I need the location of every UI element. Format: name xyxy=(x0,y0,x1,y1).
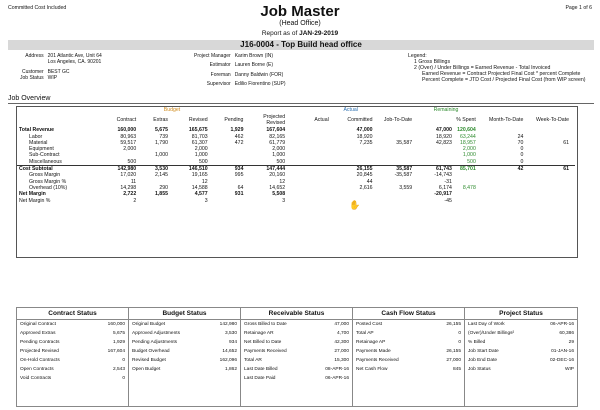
status-value: 845 xyxy=(452,367,461,372)
estimator-label: Estimator xyxy=(209,62,231,69)
table-cell: 146,510 xyxy=(170,166,210,173)
status-row xyxy=(353,365,464,374)
table-cell: 18,920 xyxy=(435,133,452,140)
table-cell: 120,604 xyxy=(457,127,476,134)
table-cell: 61 xyxy=(563,139,569,146)
status-row xyxy=(17,365,128,374)
status-value: 42,300 xyxy=(334,340,349,345)
status-row xyxy=(353,329,464,338)
table-cell: 42 xyxy=(478,166,526,173)
status-value: 02-DEC-16 xyxy=(550,358,574,363)
status-label: Total AR xyxy=(244,358,262,363)
table-cell: 81,703 xyxy=(191,133,208,140)
status-row xyxy=(129,329,240,338)
col-projected-revised: Projected Revised xyxy=(263,114,286,127)
table-cell: 6,174 xyxy=(438,184,452,191)
status-row xyxy=(465,347,577,356)
status-row xyxy=(129,347,240,356)
status-label: Payments Made xyxy=(356,349,391,354)
job-overview-table xyxy=(17,107,575,204)
table-cell: 500 xyxy=(467,158,476,165)
table-cell: 61,779 xyxy=(269,139,286,146)
table-cell: 12 xyxy=(279,178,286,185)
table-cell xyxy=(138,159,170,166)
table-cell xyxy=(525,198,571,204)
table-cell: 931 xyxy=(234,191,244,198)
status-row xyxy=(129,356,240,365)
status-value: 01-JAN-16 xyxy=(551,349,574,354)
spacer-cell xyxy=(287,166,331,173)
table-cell: 0 xyxy=(520,158,524,165)
job-people-block xyxy=(192,53,288,88)
spacer-cell xyxy=(287,159,331,166)
table-cell: 61,307 xyxy=(191,139,208,146)
job-title-bar: J16-0004 - Top Build head office xyxy=(8,40,594,50)
table-row xyxy=(17,166,575,173)
job-status-label: Job Status xyxy=(20,75,44,82)
status-label: Pending Adjustments xyxy=(132,340,178,345)
status-value: 47,000 xyxy=(334,322,349,327)
status-label: Retainage AP xyxy=(356,340,386,345)
pm-value: Karim Brown (IN) xyxy=(234,53,274,59)
supervisor-value: Edilio Fiorentino (SUP) xyxy=(234,81,286,88)
report-date-line xyxy=(0,30,600,37)
table-cell xyxy=(525,159,571,166)
status-label: Void Contracts xyxy=(20,376,52,381)
table-cell: 3,530 xyxy=(138,166,170,173)
table-cell: 500 xyxy=(199,158,208,165)
budget-group-header: Budget xyxy=(163,107,181,113)
status-row xyxy=(241,347,352,356)
status-value: 1,862 xyxy=(224,367,237,372)
row-label: Equipment xyxy=(29,146,54,153)
status-row xyxy=(129,338,240,347)
status-value: 06-APR-16 xyxy=(325,376,349,381)
table-cell: 4,577 xyxy=(194,191,208,198)
table-cell: 20,845 xyxy=(356,172,373,179)
table-cell: -45 xyxy=(444,197,452,204)
status-value: 0 xyxy=(458,340,461,345)
status-row xyxy=(465,356,577,365)
status-panel xyxy=(353,308,465,406)
report-as-of-label: Report as of xyxy=(261,30,298,37)
table-cell xyxy=(374,198,414,204)
table-cell: 2,000 xyxy=(194,146,208,153)
status-panel-title: Receivable Status xyxy=(241,308,352,320)
status-row xyxy=(353,356,464,365)
job-status-value: WIP xyxy=(47,75,58,82)
table-cell: 934 xyxy=(210,166,246,173)
table-row xyxy=(17,159,575,166)
row-label: Net Margin % xyxy=(19,197,51,204)
col-percent-spent: % Spent xyxy=(456,117,476,124)
table-cell: 85,701 xyxy=(454,166,478,173)
address-line1: 201 Atlantic Ave, Unit 64 xyxy=(47,53,102,59)
status-panel-title: Cash Flow Status xyxy=(353,308,464,320)
status-row xyxy=(17,374,128,383)
status-label: Payments Received xyxy=(356,358,399,363)
table-cell: 5,508 xyxy=(272,191,286,198)
table-cell xyxy=(571,159,575,166)
page-indicator: Page 1 of 6 xyxy=(565,5,592,11)
status-label: Job End Date xyxy=(468,358,498,363)
table-cell: 11 xyxy=(130,178,137,185)
table-cell: -31 xyxy=(444,178,452,185)
status-value: 26,155 xyxy=(446,322,461,327)
legend-line-3: Earned Revenue = Contract Projected Final Cost * percent Complete xyxy=(422,71,581,77)
table-cell: 17,020 xyxy=(120,172,137,179)
job-overview-heading: Job Overview xyxy=(8,95,51,102)
table-cell: 3 xyxy=(204,197,208,204)
status-label: Posted Cost xyxy=(356,322,383,327)
status-label: Budget Overhead xyxy=(132,349,170,354)
status-label: Job Status xyxy=(468,367,491,372)
table-cell xyxy=(138,198,170,204)
table-cell: 20,160 xyxy=(269,172,286,179)
status-row xyxy=(241,374,352,383)
col-extras: Extras xyxy=(153,117,168,124)
status-value: 60,386 xyxy=(559,331,574,336)
table-cell: -35,587 xyxy=(394,172,413,179)
table-cell: 167,604 xyxy=(266,127,286,134)
status-row xyxy=(17,338,128,347)
customer-value: BEST GC xyxy=(47,68,70,75)
table-cell: 1,790 xyxy=(154,139,168,146)
status-label: Approved Extras xyxy=(20,331,56,336)
status-value: 06-APR-16 xyxy=(550,322,574,327)
status-value: 142,980 xyxy=(219,322,237,327)
col-job-to-date: Job-To-Date xyxy=(383,117,413,124)
status-row xyxy=(353,347,464,356)
actual-group-header: Actual xyxy=(343,107,358,113)
table-cell: 142,980 xyxy=(98,166,138,173)
table-cell: 739 xyxy=(159,133,168,140)
row-label: Cost Subtotal xyxy=(17,166,98,173)
status-value: 26,155 xyxy=(446,349,461,354)
table-cell: 1,000 xyxy=(272,152,286,159)
col-committed: Committed xyxy=(347,117,373,124)
table-cell: 2,000 xyxy=(123,146,137,153)
table-cell: 61 xyxy=(525,166,571,173)
status-row xyxy=(17,347,128,356)
row-label: Gross Margin % xyxy=(29,178,67,185)
table-cell: 995 xyxy=(234,172,244,179)
table-cell xyxy=(331,159,375,166)
table-cell: 47,000 xyxy=(356,127,373,134)
status-value: 0 xyxy=(122,358,125,363)
row-label: Material xyxy=(29,139,48,146)
table-cell: 500 xyxy=(276,158,286,165)
col-actual: Actual xyxy=(314,117,329,124)
status-label: Retainage AR xyxy=(244,331,274,336)
status-label: Open Budget xyxy=(132,367,161,372)
status-label: Payments Received xyxy=(244,349,287,354)
status-label: Pending Contracts xyxy=(20,340,60,345)
status-value: WIP xyxy=(564,367,574,372)
table-cell: 35,587 xyxy=(374,166,414,173)
col-week-to-date: Week-To-Date xyxy=(535,117,569,124)
supervisor-label: Supervisor xyxy=(206,81,231,88)
table-cell: 8,478 xyxy=(462,184,476,191)
col-month-to-date: Month-To-Date xyxy=(489,117,524,124)
status-row xyxy=(465,365,577,374)
table-cell: 1,000 xyxy=(194,152,208,159)
estimator-value: Lauren Borne (E) xyxy=(234,62,274,69)
foreman-label: Foreman xyxy=(210,71,231,78)
table-cell xyxy=(210,198,246,204)
status-row xyxy=(353,320,464,329)
col-revised: Revised xyxy=(188,117,208,124)
table-cell: 19,165 xyxy=(191,172,208,179)
status-value: 167,604 xyxy=(107,349,125,354)
table-cell: 2,145 xyxy=(154,172,168,179)
table-cell: 472 xyxy=(234,139,244,146)
table-cell: 1,855 xyxy=(154,191,168,198)
row-label: Labor xyxy=(29,133,43,140)
status-value: 15,300 xyxy=(334,358,349,363)
table-cell: 5,675 xyxy=(154,127,168,134)
status-row xyxy=(465,338,577,347)
table-cell: 3,559 xyxy=(399,184,413,191)
status-label: Net Cash Flow xyxy=(356,367,388,372)
row-label: Net Margin xyxy=(19,191,46,198)
status-row xyxy=(241,365,352,374)
table-cell: 2,722 xyxy=(123,191,137,198)
col-pending: Pending xyxy=(224,117,244,124)
job-address-block xyxy=(18,53,104,82)
status-value: 5,675 xyxy=(112,331,125,336)
status-label: (Over)/Under Billings² xyxy=(468,331,515,336)
table-cell xyxy=(210,159,246,166)
table-cell: 14,298 xyxy=(120,184,137,191)
status-panel xyxy=(241,308,353,406)
status-row xyxy=(465,320,577,329)
spacer-cell xyxy=(287,198,331,204)
row-label: Sub-Contract xyxy=(29,152,60,159)
table-cell: 290 xyxy=(159,184,168,191)
table-cell: 2,000 xyxy=(272,146,286,153)
row-label: Total Revenue xyxy=(19,127,55,134)
customer-label: Customer xyxy=(21,68,44,75)
table-cell: 1,929 xyxy=(230,127,244,134)
row-label: Gross Margin xyxy=(29,172,61,179)
table-cell: 0 xyxy=(520,152,524,159)
status-row xyxy=(241,320,352,329)
status-row xyxy=(353,338,464,347)
table-cell: 1,000 xyxy=(154,152,168,159)
section-divider xyxy=(8,103,594,104)
col-contract: Contract xyxy=(116,117,137,124)
status-label: Last Day of Work xyxy=(468,322,505,327)
table-cell: 70 xyxy=(517,139,524,146)
status-label: Approved Adjustments xyxy=(132,331,180,336)
office-name: (Head Office) xyxy=(279,20,321,27)
table-cell: 165,675 xyxy=(188,127,208,134)
legend-line-1: 1 Gross Billings xyxy=(414,59,451,65)
table-cell: 12 xyxy=(201,178,208,185)
table-cell: 7,235 xyxy=(359,139,373,146)
table-cell xyxy=(414,159,454,166)
status-label: Last Date Billed xyxy=(244,367,278,372)
table-cell: 14,588 xyxy=(191,184,208,191)
status-label: Projected Revised xyxy=(20,349,59,354)
status-value: 162,096 xyxy=(219,358,237,363)
status-row xyxy=(17,320,128,329)
report-date: JAN-29-2019 xyxy=(299,30,339,37)
table-cell: -20,917 xyxy=(434,191,452,198)
status-panel xyxy=(129,308,241,406)
table-cell xyxy=(571,166,575,173)
status-label: Job Start Date xyxy=(468,349,499,354)
pm-label: Project Manager xyxy=(194,53,231,59)
report-filter-note: Committed Cost Included xyxy=(8,5,67,11)
table-cell: 18,920 xyxy=(356,133,373,140)
status-value: 3,530 xyxy=(224,331,237,336)
table-cell: 47,000 xyxy=(435,127,452,134)
status-row xyxy=(17,329,128,338)
status-value: 0 xyxy=(458,331,461,336)
hand-cursor-icon: ✋ xyxy=(349,200,361,210)
status-value: 934 xyxy=(228,340,237,345)
legend-title: Legend: xyxy=(408,53,427,59)
status-label: Last Date Paid xyxy=(244,376,276,381)
status-row xyxy=(129,320,240,329)
status-panels xyxy=(16,307,578,407)
status-panel-title: Budget Status xyxy=(129,308,240,320)
status-row xyxy=(241,329,352,338)
table-cell: 80,963 xyxy=(120,133,137,140)
status-panel-title: Project Status xyxy=(465,308,577,320)
status-value: 08-APR-16 xyxy=(325,367,349,372)
status-value: 0 xyxy=(122,376,125,381)
status-panel xyxy=(17,308,129,406)
status-row xyxy=(465,329,577,338)
table-cell: 64 xyxy=(237,184,244,191)
status-panel xyxy=(465,308,577,406)
legend-line-2: 2 (Over) / Under Billings = Earned Revenue - Total Invoiced xyxy=(414,65,551,71)
report-title: Job Master xyxy=(260,3,340,20)
address-line2: Los Angeles, CA. 90201 xyxy=(47,59,102,66)
table-cell: 24 xyxy=(517,133,524,140)
status-label: % Billed xyxy=(468,340,486,345)
foreman-value: Danny Baldwin (FOR) xyxy=(234,71,284,78)
table-cell: 2,616 xyxy=(359,184,373,191)
table-cell: 462 xyxy=(234,133,244,140)
status-label: Original Budget xyxy=(132,322,166,327)
remaining-group-header: Remaining xyxy=(433,107,459,113)
status-value: 4,700 xyxy=(336,331,349,336)
status-row xyxy=(241,356,352,365)
status-row xyxy=(241,338,352,347)
status-value: 160,000 xyxy=(107,322,125,327)
table-cell: 3 xyxy=(282,197,286,204)
status-label: On-Hold Contracts xyxy=(20,358,60,363)
table-cell: 35,587 xyxy=(396,139,413,146)
status-value: 1,929 xyxy=(112,340,125,345)
table-cell xyxy=(571,198,575,204)
table-cell: 160,000 xyxy=(117,127,137,134)
address-label: Address xyxy=(25,53,44,59)
status-label: Gross Billed to Date xyxy=(244,322,287,327)
status-label: Original Contract xyxy=(20,322,56,327)
table-cell: 63,244 xyxy=(459,133,476,140)
table-cell: 26,155 xyxy=(331,166,375,173)
legend-block xyxy=(408,53,586,83)
status-label: Net Billed to Date xyxy=(244,340,282,345)
status-row xyxy=(129,365,240,374)
status-label: Open Contracts xyxy=(20,367,54,372)
status-value: 29 xyxy=(568,340,574,345)
table-cell xyxy=(374,159,414,166)
row-label: Overhead (10%) xyxy=(29,184,68,191)
table-cell: 18,957 xyxy=(459,139,476,146)
table-row xyxy=(17,198,575,204)
status-value: 27,000 xyxy=(446,358,461,363)
table-cell xyxy=(478,198,526,204)
status-label: Revised Budget xyxy=(132,358,166,363)
table-cell: 2,000 xyxy=(462,146,476,153)
status-value: 2,543 xyxy=(112,367,125,372)
legend-line-4: Percent Complete = JTD Cost / Projected Final Cost (from WIP screen) xyxy=(422,77,586,83)
table-cell: 82,165 xyxy=(269,133,286,140)
table-cell: 59,517 xyxy=(120,139,137,146)
table-cell: 2 xyxy=(133,197,137,204)
status-value: 27,000 xyxy=(334,349,349,354)
table-cell: 0 xyxy=(520,146,524,153)
status-value: 14,652 xyxy=(222,349,237,354)
table-cell: 44 xyxy=(366,178,373,185)
table-cell: 147,444 xyxy=(245,166,287,173)
table-cell: 42,823 xyxy=(435,139,452,146)
status-panel-title: Contract Status xyxy=(17,308,128,320)
table-cell: 61,743 xyxy=(414,166,454,173)
table-cell xyxy=(454,198,478,204)
row-label: Miscellaneous xyxy=(29,158,62,165)
status-label: Total AP xyxy=(356,331,374,336)
status-row xyxy=(17,356,128,365)
table-cell: 500 xyxy=(127,158,137,165)
table-cell: 14,652 xyxy=(269,184,286,191)
table-cell: -14,743 xyxy=(434,172,452,179)
col-remaining xyxy=(414,113,454,127)
table-cell: 1,000 xyxy=(462,152,476,159)
